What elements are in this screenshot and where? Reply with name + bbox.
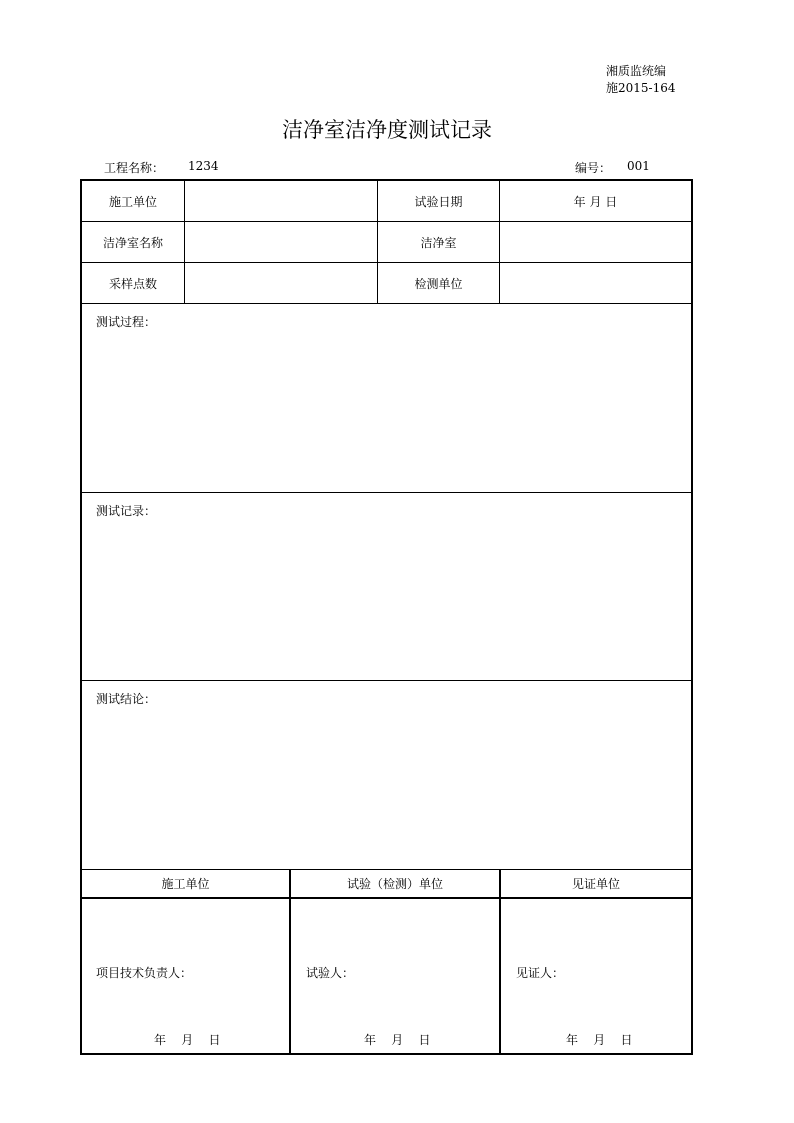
cleanroom-name-value xyxy=(185,222,377,262)
row-divider xyxy=(80,303,693,304)
sig-witness-unit-header: 见证单位 xyxy=(571,877,620,891)
test-date-value: 年 月 日 xyxy=(573,194,618,209)
tech-lead-label: 项目技术负责人： xyxy=(96,966,193,980)
table-right-border xyxy=(691,179,693,1055)
sig-date-1: 年 月 日 xyxy=(154,1033,221,1047)
sampling-points-value xyxy=(185,263,377,303)
table-left-border xyxy=(80,179,82,1055)
number-label: 编号： xyxy=(575,161,612,175)
cleanroom-value xyxy=(500,222,691,262)
construction-unit-label: 施工单位 xyxy=(108,194,157,209)
project-name-label: 工程名称： xyxy=(104,161,165,175)
row-divider xyxy=(80,897,693,899)
number-value: 001 xyxy=(627,159,650,173)
table-bottom-border xyxy=(80,1053,693,1055)
testing-unit-label: 检测单位 xyxy=(414,276,463,291)
test-record-label: 测试记录： xyxy=(96,504,157,518)
row-divider xyxy=(80,680,693,681)
row-divider xyxy=(80,492,693,493)
construction-unit-value xyxy=(185,181,377,221)
cleanroom-name-label: 洁净室名称 xyxy=(102,235,163,250)
test-conclusion-label: 测试结论： xyxy=(96,692,157,706)
test-process-label: 测试过程： xyxy=(96,315,157,329)
tester-label: 试验人： xyxy=(306,966,355,980)
cleanroom-label: 洁净室 xyxy=(420,235,457,250)
form-code-line1: 湘质监统编 xyxy=(606,64,667,78)
sig-testing-unit-header: 试验（检测）单位 xyxy=(346,877,443,891)
sig-date-2: 年 月 日 xyxy=(364,1033,431,1047)
sig-construction-unit-header: 施工单位 xyxy=(161,877,210,891)
sig-date-3: 年 月 日 xyxy=(566,1033,633,1047)
testing-unit-value xyxy=(500,263,691,303)
form-code-line2: 施2015-164 xyxy=(606,81,676,95)
witness-label: 见证人： xyxy=(516,966,565,980)
sampling-points-label: 采样点数 xyxy=(108,276,157,291)
test-date-label: 试验日期 xyxy=(414,194,463,209)
page-title: 洁净室洁净度测试记录 xyxy=(282,118,492,142)
project-name-value: 1234 xyxy=(188,159,219,173)
